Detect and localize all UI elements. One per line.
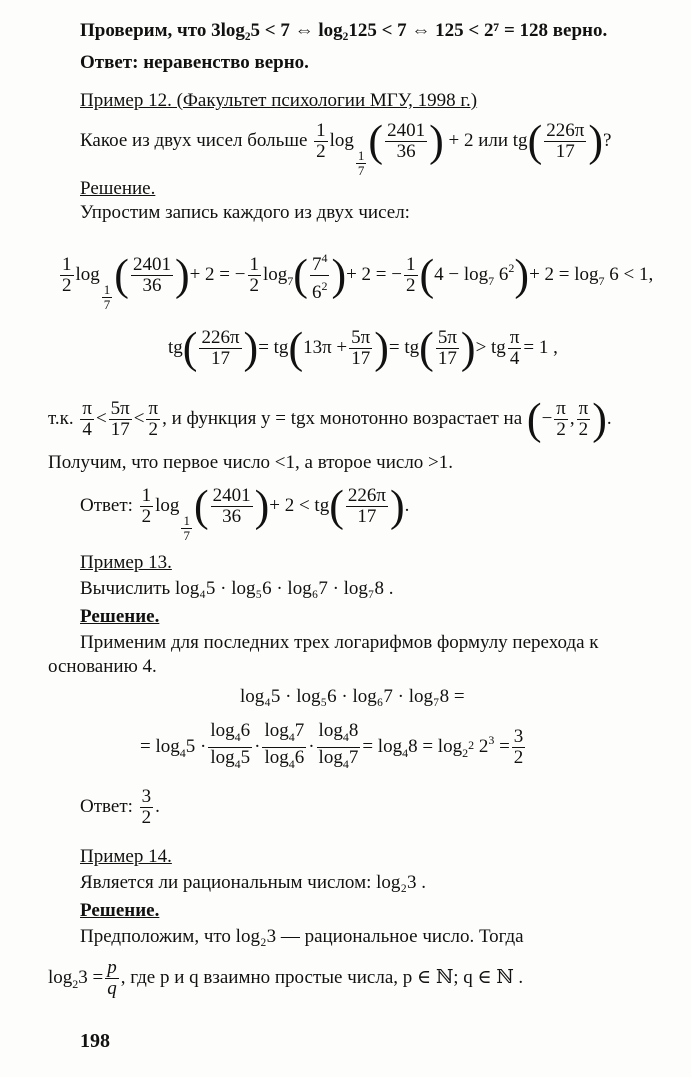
fraction-half: $\frac{1}{2}$ [316, 120, 326, 163]
answer-line-1: Ответ: неравенство верно. [80, 52, 309, 73]
solution-2-label: Решение. [80, 606, 160, 627]
solution-2-heading [80, 606, 159, 628]
since-middle: , и функция y = tgx монотонно возрастает на [162, 408, 523, 429]
compute-13: Вычислить log₄5 · log₅6 · log₆7 · log₇8 . [80, 578, 394, 599]
answer-12-label: Ответ: [80, 495, 133, 516]
simplify-text: Упростим запись каждого из двух чисел: [80, 202, 410, 223]
solution-1-heading [80, 178, 155, 200]
answer-13: Ответ: $\frac{3}{2}$ . [80, 786, 160, 829]
page-number: 198 [80, 1030, 110, 1052]
equation-13-line-2: = $\log_45$ · $\frac{\log_46}{\log_45}$ · $\frac{\log_47}{\log_46}$ · $\frac{\log_48}{\log_47}$ = $\log_48 = \log_{22} 2^3$ = $\frac{3}{2}$ [140, 720, 524, 772]
question-12-or: + 2 или [448, 130, 509, 151]
question-12: Какое из двух чисел больше $\frac{1}{2}$ log $\frac{1}{7}$ ( $\frac{2401}{36}$ ) + 2 или tg( $\frac{226\pi}{17}$ )? [80, 116, 612, 178]
check-line: Проверим, что 3log₂5 < 7 ⇔ log₂125 < 7 ⇔ 125 < 2⁷ = 128 верно. [80, 20, 608, 41]
question-14: Является ли рациональным числом: log₂3 . [80, 872, 427, 893]
example-14-title: Пример 14. [80, 846, 172, 867]
example-13-title: Пример 13. [80, 552, 172, 573]
result-line: Получим, что первое число <1, а второе число >1. [48, 452, 454, 473]
solution-3-label: Решение. [80, 900, 160, 921]
equation-log-chain: $\frac{1}{2}$ log $\frac{1}{7}$ ( $\frac{2401}{36}$ )+ 2 = − $\frac{1}{2}$ $\log_7$( $\frac{7^4}{6^2}$ )+ 2 = − $\frac{1}{2}$ $(4 - \log_7 6^2)+ 2 = \log_7 6 < 1$, [58, 238, 653, 312]
example-14-heading [80, 846, 172, 868]
apply-line-2: основанию 4. [48, 656, 157, 677]
solution-1-label: Решение. [80, 178, 156, 199]
question-mark: ? [602, 130, 612, 151]
example-13-heading [80, 552, 172, 574]
solution-3-heading [80, 900, 159, 922]
since-line: т.к. $\frac{\pi}{4}$ < $\frac{5\pi}{17}$ < $\frac{\pi}{2}$ , и функция y = tgx монотонно возрастает на (− $\frac{\pi}{2}$ , $\frac{\pi}{2}$ ). [48, 394, 612, 444]
question-12-text: Какое из двух чисел больше [80, 130, 308, 151]
example-12-heading [80, 90, 477, 112]
equation-tangent: tg( $\frac{226\pi}{17}$ )= tg(13π + $\frac{5\pi}{17}$ )= tg( $\frac{5\pi}{17}$ )> tg $\frac{\pi}{4}$ = 1 , [168, 323, 558, 373]
suppose-line: Предположим, что log₂3 — рациональное число. Тогда [80, 926, 524, 947]
answer-13-label: Ответ: [80, 796, 133, 817]
example-12-title: Пример 12. (Факультет психологии МГУ, 1998 г.) [80, 90, 478, 111]
apply-line-1: Применим для последних трех логарифмов формулу перехода к [80, 632, 599, 653]
answer-12: Ответ: $\frac{1}{2}$ log $\frac{1}{7}$ ( $\frac{2401}{36}$ )+ 2 < tg( $\frac{226\pi}{17}$ ). [80, 481, 410, 543]
equation-13-line-1: log₄5 · log₅6 · log₆7 · log₇8 = [240, 686, 465, 707]
fraction-line: $\log_23$ = $\frac{p}{q}$ , где p и q взаимно простые числа, p ∈ ℕ; q ∈ ℕ . [48, 957, 524, 1000]
since-prefix: т.к. [48, 408, 74, 429]
coprime-text: , где p и q взаимно простые числа, p ∈ ℕ; q ∈ ℕ . [120, 967, 524, 988]
